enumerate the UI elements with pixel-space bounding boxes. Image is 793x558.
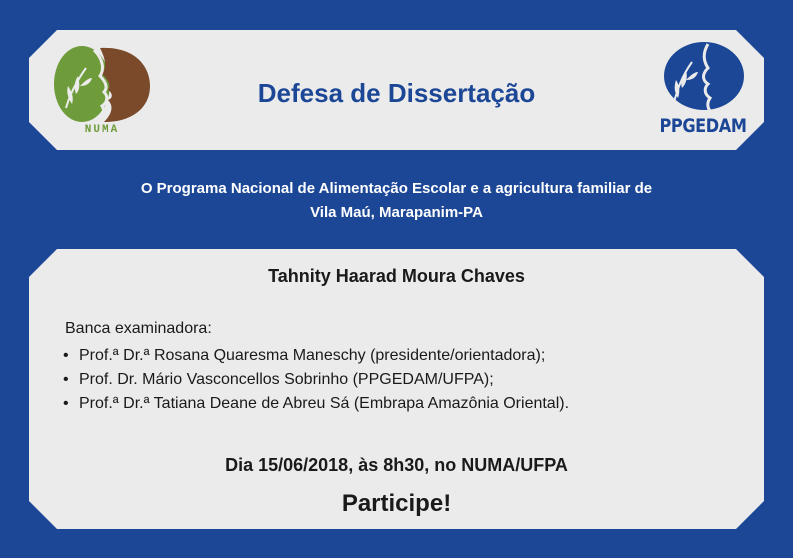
numa-logo-text: NUMA bbox=[84, 124, 120, 136]
call-to-action: Participe! bbox=[341, 490, 452, 517]
thesis-title bbox=[60, 177, 733, 225]
ppgedam-logo-text: PPGEDAM bbox=[659, 115, 747, 137]
committee-list bbox=[63, 344, 569, 416]
committee-member: • Prof. Dr. Mário Vasconcellos Sobrinho (PPGEDAM/UFPA); bbox=[63, 368, 569, 392]
thesis-title-line-2: Vila Maú, Marapanim-PA bbox=[310, 204, 483, 221]
committee-member: • Prof.ª Dr.ª Tatiana Deane de Abreu Sá (Embrapa Amazônia Oriental). bbox=[63, 392, 569, 416]
date-location: Dia 15/06/2018, às 8h30, no NUMA/UFPA bbox=[225, 455, 568, 475]
ppgedam-logo bbox=[652, 40, 752, 140]
committee-label: Banca examinadora: bbox=[65, 320, 212, 337]
committee-member: • Prof.ª Dr.ª Rosana Quaresma Maneschy (presidente/orientadora); bbox=[63, 344, 569, 368]
thesis-title-line-1: O Programa Nacional de Alimentação Escolar e a agricultura familiar de bbox=[140, 180, 653, 197]
author-name: Tahnity Haarad Moura Chaves bbox=[268, 266, 525, 286]
page-title: Defesa de Dissertação bbox=[257, 78, 536, 108]
ppgedam-leaf-face-icon bbox=[652, 40, 752, 116]
